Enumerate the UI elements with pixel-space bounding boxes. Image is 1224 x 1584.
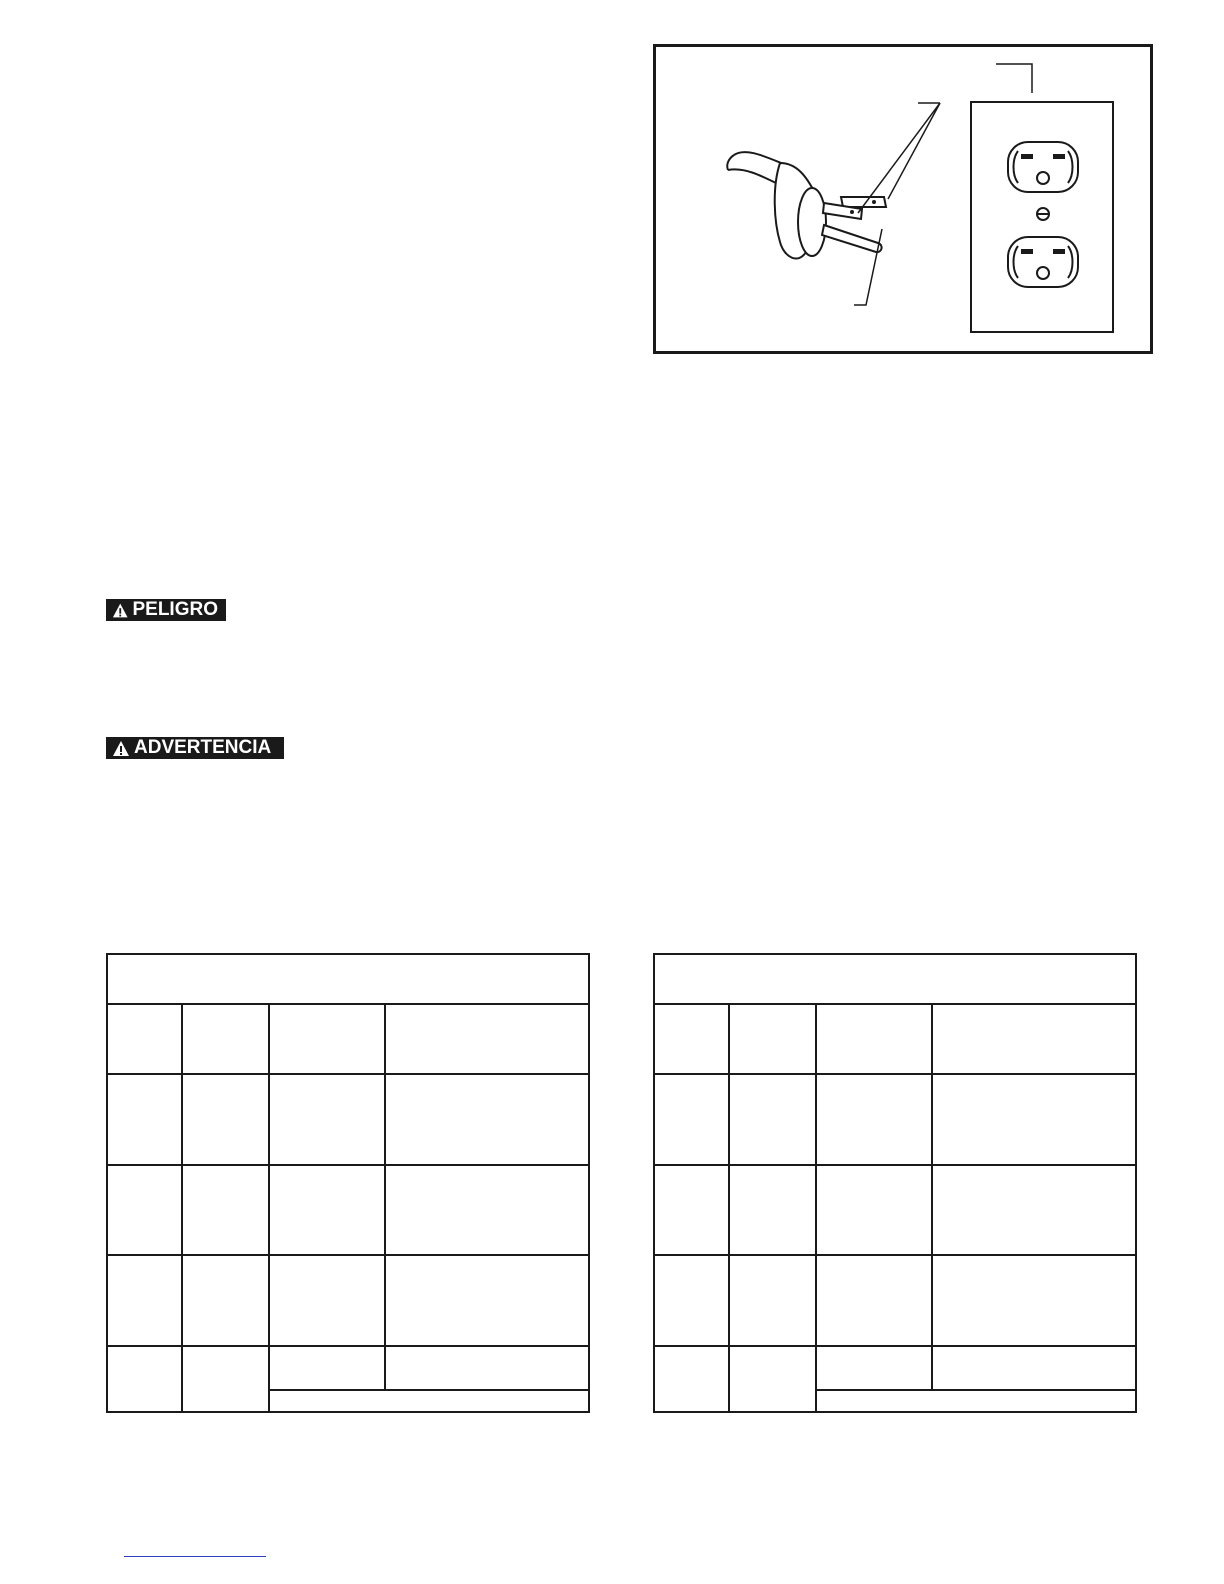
table-cell (729, 1255, 816, 1346)
plug-outlet-figure (653, 44, 1153, 354)
table-cell (654, 1074, 729, 1165)
table-cell (269, 1165, 385, 1255)
table-header-cell (385, 1004, 589, 1074)
table-cell (816, 1074, 932, 1165)
table-header-cell (107, 1004, 182, 1074)
table-cell (729, 1165, 816, 1255)
table-cell (654, 1165, 729, 1255)
table-cell (107, 1346, 182, 1412)
table-header-cell (269, 1004, 385, 1074)
table-header-cell (182, 1004, 269, 1074)
warning-label-text: ADVERTENCIA (134, 737, 272, 758)
danger-label-text: PELIGRO (132, 599, 218, 620)
table-title-cell (654, 954, 1136, 1004)
table-cell (654, 1346, 729, 1412)
table-header-cell (816, 1004, 932, 1074)
table-cell (182, 1074, 269, 1165)
plug-outlet-illustration (656, 47, 1150, 351)
duplex-outlet-icon (971, 102, 1113, 332)
grounding-plug-icon (775, 163, 886, 259)
warning-triangle-icon (112, 602, 128, 619)
table-header-cell (729, 1004, 816, 1074)
table-cell (816, 1255, 932, 1346)
table-header-cell (932, 1004, 1136, 1074)
table-cell (107, 1165, 182, 1255)
table-cell (269, 1390, 589, 1412)
table-cell (182, 1165, 269, 1255)
footer-rule (124, 1556, 266, 1557)
extension-cord-table-left (106, 953, 590, 1413)
table-cell (932, 1074, 1136, 1165)
table-cell (816, 1390, 1136, 1412)
table-cell (816, 1165, 932, 1255)
warning-triangle-icon (112, 740, 130, 757)
table-cell (816, 1346, 932, 1390)
table-cell (729, 1346, 816, 1412)
table-cell (182, 1255, 269, 1346)
table-cell (385, 1074, 589, 1165)
table-cell (385, 1165, 589, 1255)
table-cell (932, 1165, 1136, 1255)
table-cell (654, 1255, 729, 1346)
table-header-cell (654, 1004, 729, 1074)
table-cell (269, 1074, 385, 1165)
table-cell (385, 1346, 589, 1390)
table-cell (932, 1346, 1136, 1390)
warning-label (106, 737, 284, 759)
table-cell (269, 1255, 385, 1346)
table-cell (729, 1074, 816, 1165)
table-cell (107, 1255, 182, 1346)
table-cell (107, 1074, 182, 1165)
table-cell (182, 1346, 269, 1412)
table-cell (269, 1346, 385, 1390)
table-cell (385, 1255, 589, 1346)
table-cell (932, 1255, 1136, 1346)
extension-cord-table-right (653, 953, 1137, 1413)
table-title-cell (107, 954, 589, 1004)
danger-label (106, 599, 226, 621)
